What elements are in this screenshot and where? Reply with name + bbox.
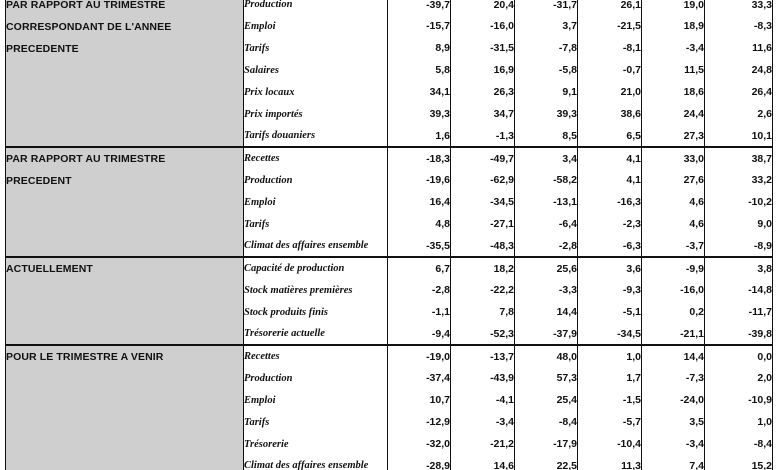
value-cell: -16,0 — [642, 279, 705, 301]
value-cell: -13,1 — [515, 191, 578, 213]
value-cell: -1,3 — [451, 125, 515, 147]
indicator-label: Tarifs — [244, 411, 388, 433]
value-cell: -19,6 — [388, 169, 451, 191]
value-cell: -35,5 — [388, 235, 451, 257]
value-cell: -31,7 — [515, 0, 578, 15]
value-cell: 4,1 — [578, 169, 642, 191]
indicator-label: Emploi — [244, 191, 388, 213]
value-cell: 19,0 — [642, 0, 705, 15]
indicator-label: Tarifs — [244, 37, 388, 59]
indicator-label: Climat des affaires ensemble — [244, 455, 388, 470]
value-cell: 11,6 — [705, 37, 773, 59]
category-label-line: PRECEDENT — [6, 175, 72, 187]
value-cell: 26,3 — [451, 81, 515, 103]
indicator-label: Emploi — [244, 389, 388, 411]
value-cell: 34,1 — [388, 81, 451, 103]
value-cell: -5,7 — [578, 411, 642, 433]
value-cell: -13,7 — [451, 345, 515, 367]
indicator-label: Climat des affaires ensemble — [244, 235, 388, 257]
value-cell: 33,0 — [642, 147, 705, 169]
value-cell: 39,3 — [515, 103, 578, 125]
value-cell: -10,4 — [578, 433, 642, 455]
value-cell: -16,0 — [451, 15, 515, 37]
value-cell: 0,0 — [705, 345, 773, 367]
indicator-label: Salaires — [244, 59, 388, 81]
value-cell: -0,7 — [578, 59, 642, 81]
value-cell: -15,7 — [388, 15, 451, 37]
indicator-label: Stock matières premières — [244, 279, 388, 301]
value-cell: 2,0 — [705, 367, 773, 389]
category-label-line: CORRESPONDANT DE L'ANNEE — [6, 21, 172, 33]
value-cell: 48,0 — [515, 345, 578, 367]
value-cell: -21,1 — [642, 323, 705, 345]
value-cell: -6,3 — [578, 235, 642, 257]
table-body — [6, 0, 773, 470]
table-row — [6, 345, 773, 367]
value-cell: -4,1 — [451, 389, 515, 411]
indicator-label: Recettes — [244, 147, 388, 169]
value-cell: -9,9 — [642, 257, 705, 279]
value-cell: -37,4 — [388, 367, 451, 389]
value-cell: -21,2 — [451, 433, 515, 455]
value-cell: 0,2 — [642, 301, 705, 323]
value-cell: -39,7 — [388, 0, 451, 15]
value-cell: 39,3 — [388, 103, 451, 125]
value-cell: -8,4 — [515, 411, 578, 433]
value-cell: 8,5 — [515, 125, 578, 147]
value-cell: -10,9 — [705, 389, 773, 411]
value-cell: 6,7 — [388, 257, 451, 279]
value-cell: 24,4 — [642, 103, 705, 125]
value-cell: 20,4 — [451, 0, 515, 15]
category-label-line: ACTUELLEMENT — [6, 263, 93, 275]
value-cell: 4,1 — [578, 147, 642, 169]
value-cell: 22,5 — [515, 455, 578, 470]
value-cell: 4,6 — [642, 191, 705, 213]
value-cell: -37,9 — [515, 323, 578, 345]
table-row — [6, 0, 773, 15]
value-cell: -3,7 — [642, 235, 705, 257]
indicator-label: Stock produits finis — [244, 301, 388, 323]
indicator-label: Production — [244, 169, 388, 191]
value-cell: -49,7 — [451, 147, 515, 169]
value-cell: 16,9 — [451, 59, 515, 81]
value-cell: 4,6 — [642, 213, 705, 235]
value-cell: 57,3 — [515, 367, 578, 389]
table-row — [6, 257, 773, 279]
value-cell: 15,2 — [705, 455, 773, 470]
indicator-label: Tarifs douaniers — [244, 125, 388, 147]
value-cell: -5,1 — [578, 301, 642, 323]
value-cell: -39,8 — [705, 323, 773, 345]
value-cell: 3,7 — [515, 15, 578, 37]
category-label-line: PAR RAPPORT AU TRIMESTRE — [6, 153, 166, 165]
value-cell: -12,9 — [388, 411, 451, 433]
value-cell: 18,6 — [642, 81, 705, 103]
category-label-line: POUR LE TRIMESTRE A VENIR — [6, 351, 164, 363]
value-cell: -27,1 — [451, 213, 515, 235]
value-cell: 6,5 — [578, 125, 642, 147]
value-cell: 9,1 — [515, 81, 578, 103]
value-cell: 14,4 — [642, 345, 705, 367]
indicator-label: Production — [244, 0, 388, 15]
value-cell: 1,0 — [705, 411, 773, 433]
value-cell: 26,1 — [578, 0, 642, 15]
category-label-line: PRECEDENTE — [6, 43, 79, 55]
value-cell: 25,6 — [515, 257, 578, 279]
value-cell: 26,4 — [705, 81, 773, 103]
value-cell: -32,0 — [388, 433, 451, 455]
value-cell: 7,8 — [451, 301, 515, 323]
value-cell: 10,1 — [705, 125, 773, 147]
value-cell: 21,0 — [578, 81, 642, 103]
value-cell: -2,8 — [388, 279, 451, 301]
indicator-label: Trésorerie actuelle — [244, 323, 388, 345]
value-cell: -3,4 — [451, 411, 515, 433]
value-cell: 18,9 — [642, 15, 705, 37]
value-cell: -6,4 — [515, 213, 578, 235]
value-cell: -8,9 — [705, 235, 773, 257]
value-cell: -8,1 — [578, 37, 642, 59]
value-cell: -1,1 — [388, 301, 451, 323]
value-cell: 3,5 — [642, 411, 705, 433]
value-cell: 24,8 — [705, 59, 773, 81]
value-cell: 9,0 — [705, 213, 773, 235]
indicator-label: Prix importés — [244, 103, 388, 125]
value-cell: -31,5 — [451, 37, 515, 59]
indicator-label: Prix locaux — [244, 81, 388, 103]
value-cell: 2,6 — [705, 103, 773, 125]
value-cell: 3,6 — [578, 257, 642, 279]
value-cell: 33,3 — [705, 0, 773, 15]
value-cell: -17,9 — [515, 433, 578, 455]
indicator-label: Production — [244, 367, 388, 389]
value-cell: 25,4 — [515, 389, 578, 411]
value-cell: -8,3 — [705, 15, 773, 37]
value-cell: 27,3 — [642, 125, 705, 147]
value-cell: -48,3 — [451, 235, 515, 257]
value-cell: 14,4 — [515, 301, 578, 323]
value-cell: 5,8 — [388, 59, 451, 81]
indicator-label: Tarifs — [244, 213, 388, 235]
survey-results-table — [5, 0, 773, 470]
value-cell: 33,2 — [705, 169, 773, 191]
value-cell: -11,7 — [705, 301, 773, 323]
value-cell: 3,8 — [705, 257, 773, 279]
value-cell: -10,2 — [705, 191, 773, 213]
value-cell: 27,6 — [642, 169, 705, 191]
value-cell: -2,3 — [578, 213, 642, 235]
value-cell: -22,2 — [451, 279, 515, 301]
value-cell: 18,2 — [451, 257, 515, 279]
value-cell: -9,4 — [388, 323, 451, 345]
category-label-line: PAR RAPPORT AU TRIMESTRE — [6, 0, 166, 11]
value-cell: -58,2 — [515, 169, 578, 191]
value-cell: 38,7 — [705, 147, 773, 169]
value-cell: 34,7 — [451, 103, 515, 125]
value-cell: 16,4 — [388, 191, 451, 213]
value-cell: -8,4 — [705, 433, 773, 455]
indicator-label: Capacité de production — [244, 257, 388, 279]
value-cell: -7,8 — [515, 37, 578, 59]
value-cell: 7,4 — [642, 455, 705, 470]
value-cell: 4,8 — [388, 213, 451, 235]
indicator-label: Trésorerie — [244, 433, 388, 455]
value-cell: -52,3 — [451, 323, 515, 345]
value-cell: -7,3 — [642, 367, 705, 389]
value-cell: -62,9 — [451, 169, 515, 191]
value-cell: -9,3 — [578, 279, 642, 301]
value-cell: -2,8 — [515, 235, 578, 257]
value-cell: -19,0 — [388, 345, 451, 367]
value-cell: 1,0 — [578, 345, 642, 367]
value-cell: -1,5 — [578, 389, 642, 411]
value-cell: -16,3 — [578, 191, 642, 213]
value-cell: 10,7 — [388, 389, 451, 411]
value-cell: -5,8 — [515, 59, 578, 81]
value-cell: -18,3 — [388, 147, 451, 169]
value-cell: -24,0 — [642, 389, 705, 411]
value-cell: -34,5 — [578, 323, 642, 345]
value-cell: -3,3 — [515, 279, 578, 301]
value-cell: 11,3 — [578, 455, 642, 470]
value-cell: 1,7 — [578, 367, 642, 389]
category-cell — [6, 0, 244, 147]
value-cell: 11,5 — [642, 59, 705, 81]
value-cell: 3,4 — [515, 147, 578, 169]
category-cell — [6, 147, 244, 257]
value-cell: 14,6 — [451, 455, 515, 470]
value-cell: 38,6 — [578, 103, 642, 125]
value-cell: -21,5 — [578, 15, 642, 37]
value-cell: -3,4 — [642, 433, 705, 455]
value-cell: -34,5 — [451, 191, 515, 213]
indicator-label: Recettes — [244, 345, 388, 367]
value-cell: -3,4 — [642, 37, 705, 59]
table-row — [6, 147, 773, 169]
value-cell: -28,9 — [388, 455, 451, 470]
category-cell — [6, 345, 244, 470]
value-cell: 1,6 — [388, 125, 451, 147]
value-cell: -43,9 — [451, 367, 515, 389]
value-cell: -14,8 — [705, 279, 773, 301]
value-cell: 8,9 — [388, 37, 451, 59]
indicator-label: Emploi — [244, 15, 388, 37]
category-cell — [6, 257, 244, 345]
